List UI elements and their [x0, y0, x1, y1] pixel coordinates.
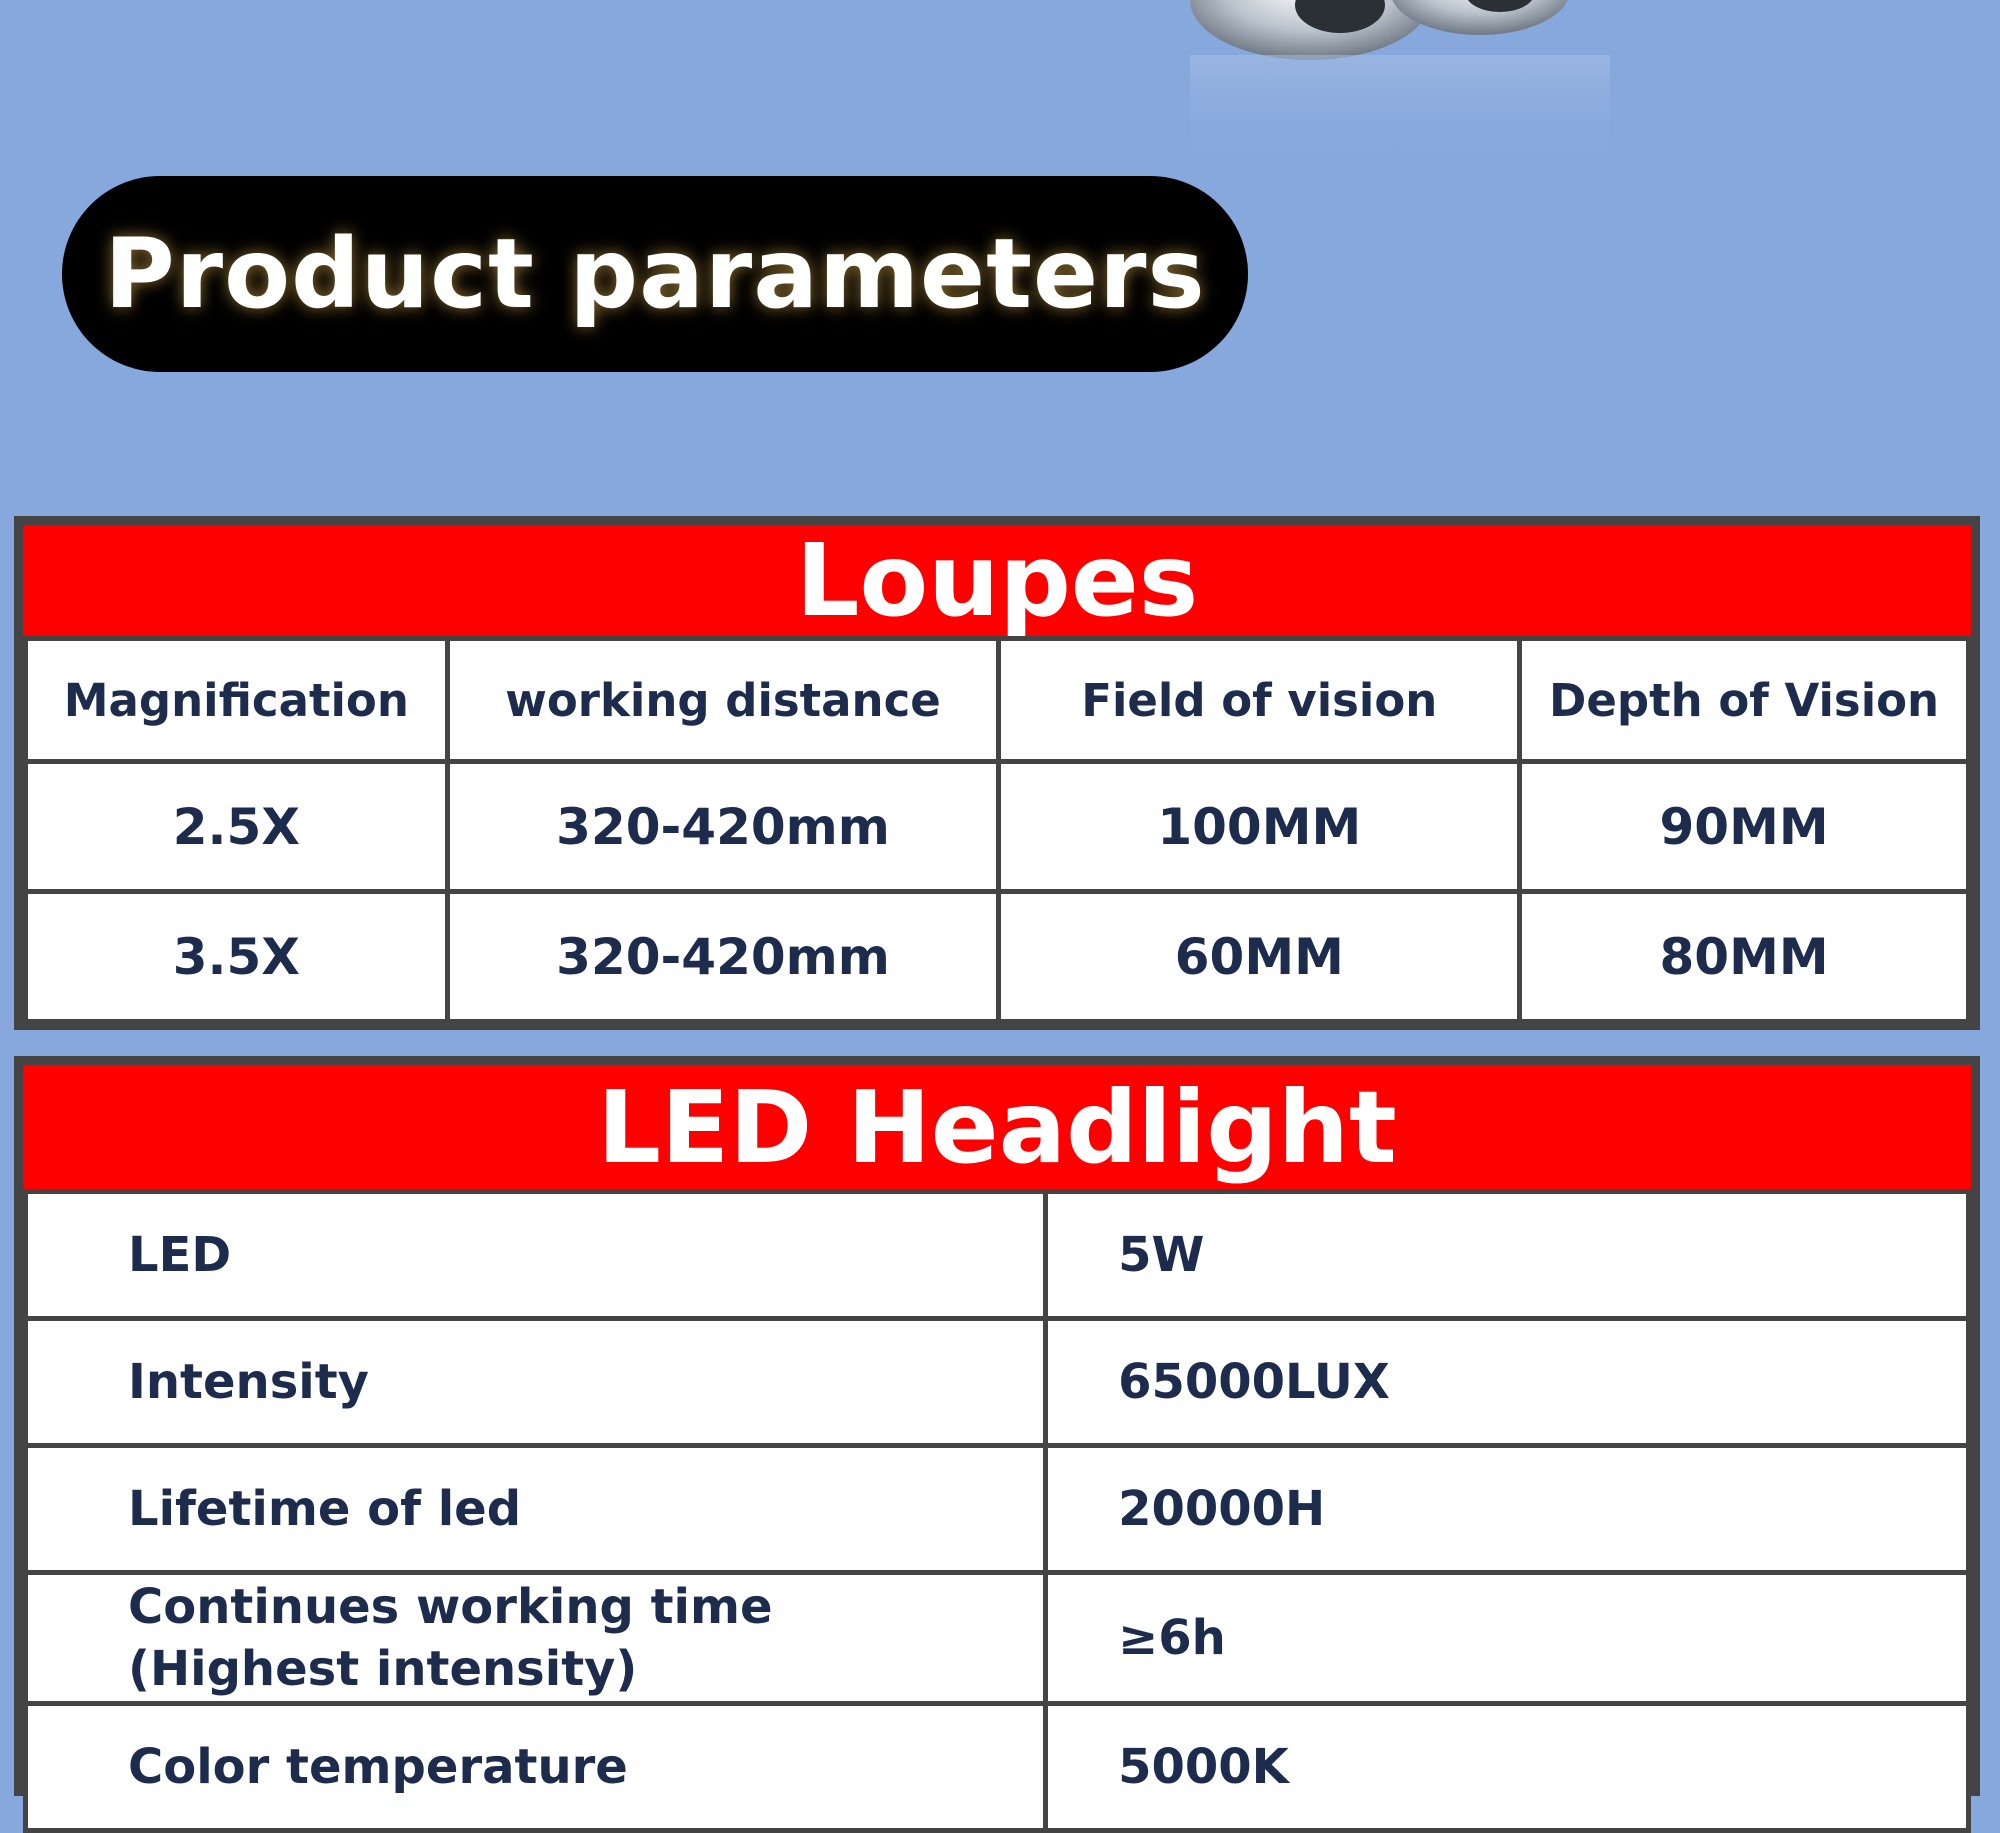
param-value: 5000K	[1046, 1704, 1969, 1831]
column-header-depth-of-vision: Depth of Vision	[1520, 639, 1969, 762]
column-header-working-distance: working distance	[447, 639, 999, 762]
table-row	[26, 1192, 1969, 1319]
cell-working-distance: 320-420mm	[447, 892, 999, 1022]
led-headlight-header: LED Headlight	[23, 1065, 1971, 1189]
param-value: 20000H	[1046, 1446, 1969, 1573]
cell-magnification: 2.5X	[26, 762, 448, 892]
table-row	[26, 1446, 1969, 1573]
param-label	[26, 1573, 1046, 1704]
param-label: Color temperature	[26, 1704, 1046, 1831]
param-label: LED	[26, 1192, 1046, 1319]
cell-depth-of-vision: 80MM	[1520, 892, 1969, 1022]
param-label: Lifetime of led	[26, 1446, 1046, 1573]
column-header-field-of-vision: Field of vision	[999, 639, 1520, 762]
param-label-line2: (Highest intensity)	[128, 1641, 638, 1697]
page-title: Product parameters	[104, 218, 1206, 330]
loupe-product-image	[1150, 0, 1750, 190]
table-row	[26, 762, 1969, 892]
loupes-table	[23, 636, 1971, 1024]
table-header-row	[26, 639, 1969, 762]
led-headlight-table	[23, 1189, 1971, 1833]
cell-working-distance: 320-420mm	[447, 762, 999, 892]
cell-depth-of-vision: 90MM	[1520, 762, 1969, 892]
column-header-magnification: Magnification	[26, 639, 448, 762]
loupes-header: Loupes	[23, 525, 1971, 636]
table-row	[26, 892, 1969, 1022]
cell-field-of-vision: 60MM	[999, 892, 1520, 1022]
product-parameters-banner	[62, 176, 1248, 372]
param-value: 65000LUX	[1046, 1319, 1969, 1446]
table-row	[26, 1573, 1969, 1704]
param-value: ≥6h	[1046, 1573, 1969, 1704]
param-label-line1: Continues working time	[128, 1579, 773, 1635]
param-value: 5W	[1046, 1192, 1969, 1319]
cell-magnification: 3.5X	[26, 892, 448, 1022]
led-headlight-table-container	[14, 1056, 1980, 1796]
loupes-table-container	[14, 516, 1980, 1030]
table-row	[26, 1319, 1969, 1446]
cell-field-of-vision: 100MM	[999, 762, 1520, 892]
param-label: Intensity	[26, 1319, 1046, 1446]
table-row	[26, 1704, 1969, 1831]
